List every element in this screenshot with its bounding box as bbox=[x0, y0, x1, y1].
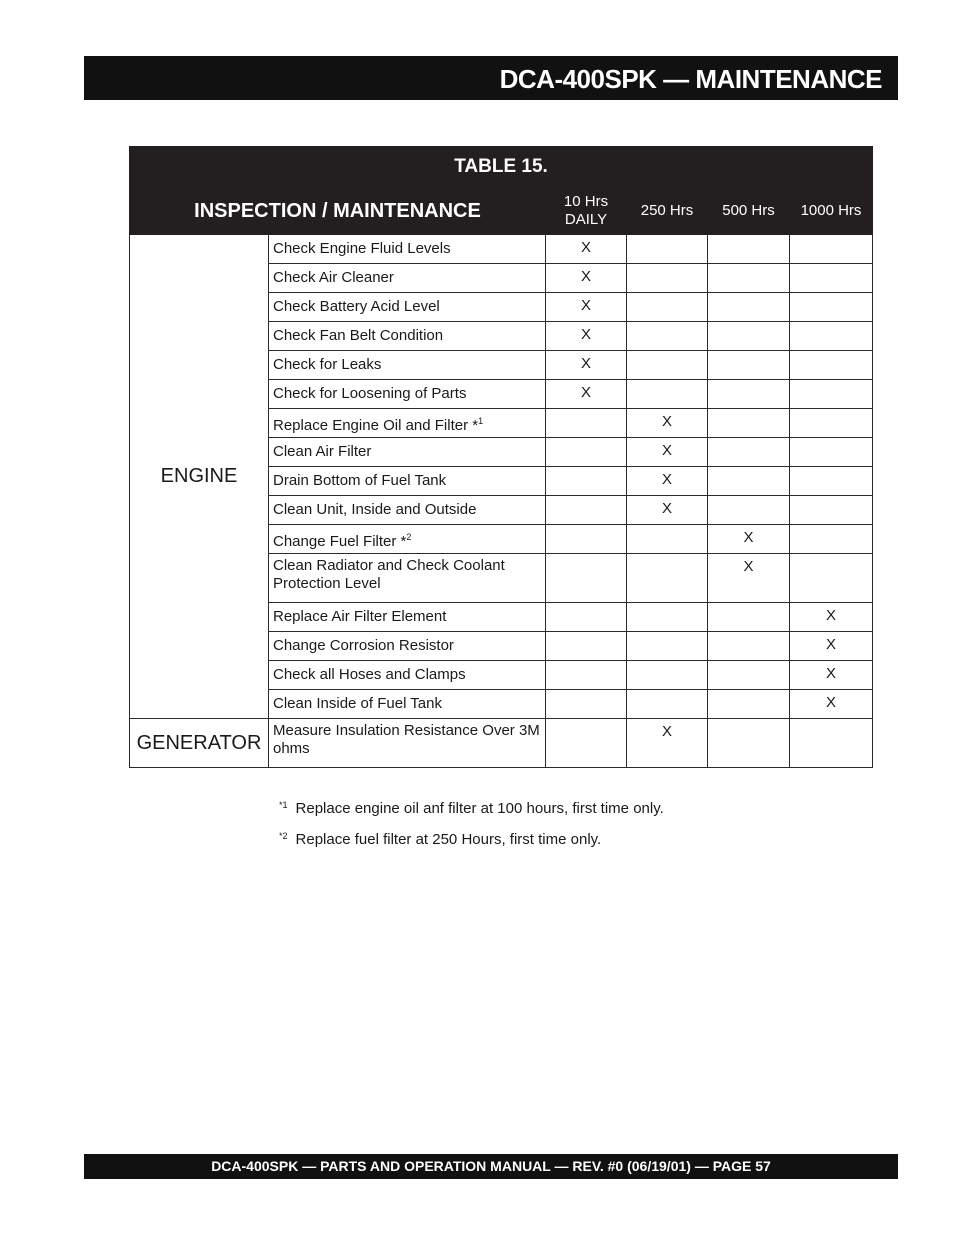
check-mark: X bbox=[580, 268, 591, 285]
task-cell bbox=[269, 525, 546, 554]
task-label: Change Corrosion Resistor bbox=[273, 637, 454, 654]
task-label: Clean Air Filter bbox=[273, 443, 372, 460]
interval-cell bbox=[627, 661, 708, 690]
interval-cell bbox=[790, 554, 873, 603]
interval-cell bbox=[790, 235, 873, 264]
interval-cell bbox=[546, 525, 627, 554]
interval-cell bbox=[546, 264, 627, 293]
interval-cell bbox=[790, 525, 873, 554]
interval-cell bbox=[546, 632, 627, 661]
column-header-daily bbox=[546, 188, 627, 235]
task-cell bbox=[269, 661, 546, 690]
task-cell bbox=[269, 690, 546, 719]
task-cell bbox=[269, 603, 546, 632]
interval-cell bbox=[546, 322, 627, 351]
interval-cell bbox=[627, 322, 708, 351]
footnote-1-text: Replace engine oil anf filter at 100 hours, first time only. bbox=[295, 800, 664, 817]
table-row bbox=[130, 719, 873, 768]
footnote-1 bbox=[279, 800, 664, 817]
check-mark: X bbox=[826, 607, 837, 624]
task-cell bbox=[269, 409, 546, 438]
column-header-10hrs: 10 Hrs bbox=[563, 193, 609, 210]
interval-cell bbox=[708, 554, 790, 603]
task-label: Drain Bottom of Fuel Tank bbox=[273, 472, 447, 489]
check-mark: X bbox=[580, 384, 591, 401]
interval-cell bbox=[546, 661, 627, 690]
check-mark: X bbox=[580, 239, 591, 256]
task-cell bbox=[269, 467, 546, 496]
task-cell bbox=[269, 632, 546, 661]
footer-text: DCA-400SPK — PARTS AND OPERATION MANUAL — REV. #0 (06/19/01) — PAGE 57 bbox=[211, 1158, 771, 1174]
check-mark: X bbox=[826, 694, 837, 711]
task-cell bbox=[269, 322, 546, 351]
interval-cell bbox=[790, 467, 873, 496]
task-label: Check Engine Fluid Levels bbox=[273, 240, 451, 257]
task-cell bbox=[269, 719, 546, 768]
interval-cell bbox=[708, 690, 790, 719]
interval-cell bbox=[790, 293, 873, 322]
interval-cell bbox=[627, 603, 708, 632]
page-header bbox=[84, 56, 898, 100]
task-label: Change Fuel Filter * bbox=[273, 532, 407, 550]
table-title: TABLE 15. bbox=[130, 147, 873, 188]
interval-cell bbox=[790, 438, 873, 467]
check-mark: X bbox=[661, 723, 672, 740]
column-header-1000hrs: 1000 Hrs bbox=[790, 188, 873, 235]
task-cell bbox=[269, 351, 546, 380]
category-generator: GENERATOR bbox=[130, 719, 269, 768]
interval-cell bbox=[546, 496, 627, 525]
interval-cell bbox=[546, 554, 627, 603]
check-mark: X bbox=[580, 355, 591, 372]
footnote-2-mark: *2 bbox=[279, 831, 288, 841]
interval-cell bbox=[546, 719, 627, 768]
interval-cell bbox=[708, 235, 790, 264]
check-mark: X bbox=[661, 500, 672, 517]
interval-cell bbox=[627, 438, 708, 467]
task-cell bbox=[269, 554, 546, 603]
interval-cell bbox=[627, 235, 708, 264]
task-cell bbox=[269, 380, 546, 409]
interval-cell bbox=[627, 264, 708, 293]
interval-cell bbox=[627, 690, 708, 719]
interval-cell bbox=[627, 496, 708, 525]
task-cell bbox=[269, 293, 546, 322]
interval-cell bbox=[790, 380, 873, 409]
task-cell bbox=[269, 264, 546, 293]
check-mark: X bbox=[580, 297, 591, 314]
interval-cell bbox=[627, 380, 708, 409]
interval-cell bbox=[546, 467, 627, 496]
maintenance-table-container bbox=[129, 146, 872, 768]
task-cell bbox=[269, 235, 546, 264]
task-label: Clean Inside of Fuel Tank bbox=[273, 695, 442, 712]
check-mark: X bbox=[580, 326, 591, 343]
check-mark: X bbox=[826, 636, 837, 653]
interval-cell bbox=[708, 496, 790, 525]
footnote-2 bbox=[279, 831, 601, 848]
interval-cell bbox=[708, 351, 790, 380]
task-label: Clean Unit, Inside and Outside bbox=[273, 501, 477, 518]
interval-cell bbox=[546, 690, 627, 719]
interval-cell bbox=[627, 351, 708, 380]
interval-cell bbox=[546, 293, 627, 322]
interval-cell bbox=[627, 467, 708, 496]
page-title: DCA-400SPK — MAINTENANCE bbox=[499, 64, 882, 94]
task-label: Check Fan Belt Condition bbox=[273, 327, 444, 344]
table-row bbox=[130, 235, 873, 264]
task-label: Check Battery Acid Level bbox=[273, 298, 440, 315]
interval-cell bbox=[708, 264, 790, 293]
interval-cell bbox=[790, 322, 873, 351]
interval-cell bbox=[708, 603, 790, 632]
interval-cell bbox=[627, 632, 708, 661]
interval-cell bbox=[708, 661, 790, 690]
task-label: Check all Hoses and Clamps bbox=[273, 666, 466, 683]
column-header-250hrs: 250 Hrs bbox=[627, 188, 708, 235]
category-engine: ENGINE bbox=[130, 235, 269, 719]
interval-cell bbox=[790, 661, 873, 690]
page-footer bbox=[84, 1154, 898, 1179]
interval-cell bbox=[708, 409, 790, 438]
interval-cell bbox=[708, 322, 790, 351]
column-header-daily-label: DAILY bbox=[564, 211, 608, 228]
interval-cell bbox=[708, 632, 790, 661]
footnote-ref: 1 bbox=[478, 415, 484, 426]
task-label: Measure Insulation Resistance Over 3M ohms bbox=[273, 722, 540, 757]
interval-cell bbox=[790, 632, 873, 661]
task-label: Replace Air Filter Element bbox=[273, 608, 447, 625]
interval-cell bbox=[546, 380, 627, 409]
interval-cell bbox=[708, 380, 790, 409]
interval-cell bbox=[627, 554, 708, 603]
footnote-1-mark: *1 bbox=[279, 800, 288, 810]
check-mark: X bbox=[661, 471, 672, 488]
check-mark: X bbox=[743, 558, 754, 575]
interval-cell bbox=[790, 690, 873, 719]
interval-cell bbox=[790, 496, 873, 525]
task-label: Replace Engine Oil and Filter * bbox=[273, 416, 479, 434]
interval-cell bbox=[790, 409, 873, 438]
interval-cell bbox=[708, 293, 790, 322]
footnote-2-text: Replace fuel filter at 250 Hours, first time only. bbox=[295, 831, 602, 848]
interval-cell bbox=[790, 264, 873, 293]
maintenance-table bbox=[129, 146, 873, 768]
check-mark: X bbox=[661, 442, 672, 459]
interval-cell bbox=[627, 409, 708, 438]
interval-cell bbox=[546, 409, 627, 438]
footnote-ref: 2 bbox=[406, 531, 412, 542]
interval-cell bbox=[708, 467, 790, 496]
check-mark: X bbox=[743, 529, 754, 546]
interval-cell bbox=[790, 351, 873, 380]
column-header-500hrs: 500 Hrs bbox=[708, 188, 790, 235]
interval-cell bbox=[708, 719, 790, 768]
task-label: Clean Radiator and Check Coolant Protection Level bbox=[273, 557, 505, 592]
interval-cell bbox=[708, 438, 790, 467]
interval-cell bbox=[546, 351, 627, 380]
task-label: Check for Loosening of Parts bbox=[273, 385, 467, 402]
task-label: Check Air Cleaner bbox=[273, 269, 394, 286]
interval-cell bbox=[790, 719, 873, 768]
interval-cell bbox=[627, 293, 708, 322]
interval-cell bbox=[546, 235, 627, 264]
task-label: Check for Leaks bbox=[273, 356, 382, 373]
interval-cell bbox=[708, 525, 790, 554]
check-mark: X bbox=[826, 665, 837, 682]
interval-cell bbox=[790, 603, 873, 632]
interval-cell bbox=[546, 603, 627, 632]
interval-cell bbox=[546, 438, 627, 467]
task-cell bbox=[269, 438, 546, 467]
interval-cell bbox=[627, 719, 708, 768]
table-heading: INSPECTION / MAINTENANCE bbox=[130, 188, 546, 235]
interval-cell bbox=[627, 525, 708, 554]
task-cell bbox=[269, 496, 546, 525]
check-mark: X bbox=[661, 413, 672, 430]
